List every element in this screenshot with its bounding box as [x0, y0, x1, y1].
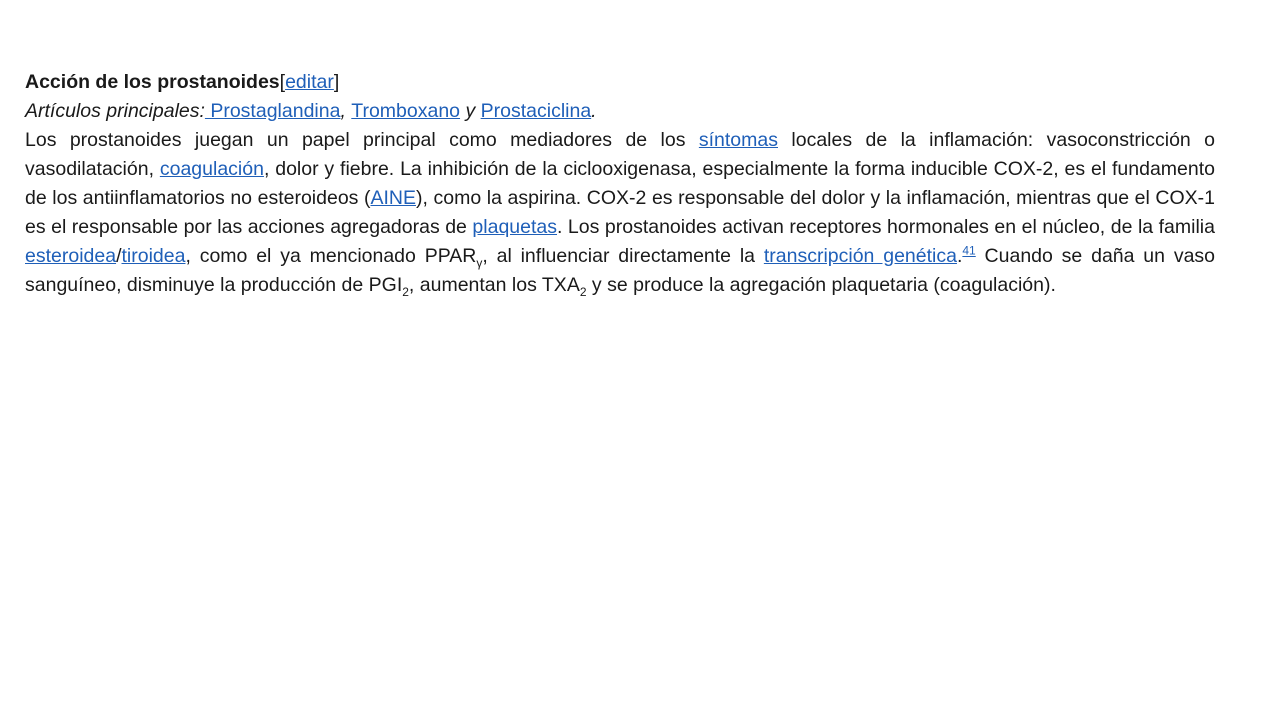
text-run: , como el ya mencionado PPAR: [185, 245, 477, 267]
main-articles-separator: ,: [340, 100, 352, 122]
reference-superscript: [962, 244, 975, 258]
edit-link[interactable]: editar: [285, 71, 334, 93]
text-run: ), como la aspirina. COX-2 es responsable del dolor y la inflamación, mientras que el COX-1 es el responsable por las acciones agregadoras de: [25, 187, 1215, 238]
text-run: Los prostanoides juegan un papel principal como mediadores de los: [25, 129, 699, 151]
subscript-2: 2: [579, 284, 587, 299]
link-prostaglandina[interactable]: Prostaglandina: [204, 100, 341, 122]
edit-bracket-close: ]: [333, 71, 340, 93]
link-transcripcion-genetica[interactable]: transcripción genética: [763, 245, 957, 267]
reference-link-41[interactable]: 41: [962, 243, 976, 258]
text-run: , aumentan los TXA: [408, 274, 580, 296]
link-esteroidea[interactable]: esteroidea: [25, 245, 117, 267]
text-run: locales de la inflamación: vasoconstricción o vasodilatación,: [25, 129, 1216, 180]
slash-separator: /: [116, 245, 122, 267]
subscript-gamma: γ: [476, 255, 483, 270]
main-articles-note: [25, 97, 1215, 126]
text-run: . Los prostanoides activan receptores hormonales en el núcleo, de la familia: [557, 216, 1215, 238]
text-run: , dolor y fiebre. La inhibición de la ciclooxigenasa, especialmente la forma inducible COX-2, es el fundamento de los antiinflamatorios no esteroideos (: [25, 158, 1215, 209]
text-run: y se produce la agregación plaquetaria (coagulación).: [586, 274, 1056, 296]
subscript-2: 2: [402, 284, 409, 299]
text-run: Cuando se daña un vaso sanguíneo, disminuye la producción de PGI: [25, 245, 1216, 296]
article-section: [25, 68, 1215, 300]
link-tiroidea[interactable]: tiroidea: [121, 245, 186, 267]
link-tromboxano[interactable]: Tromboxano: [351, 100, 461, 122]
section-title: Acción de los prostanoides: [25, 71, 280, 93]
link-prostaciclina[interactable]: Prostaciclina: [480, 100, 592, 122]
main-articles-prefix: Artículos principales:: [25, 100, 205, 122]
edit-bracket-open: [: [279, 71, 286, 93]
link-coagulacion[interactable]: coagulación: [159, 158, 264, 180]
main-articles-end: .: [591, 100, 597, 122]
body-paragraph: [25, 126, 1215, 300]
text-run: .: [956, 245, 963, 267]
section-heading: [25, 68, 1215, 97]
link-aine[interactable]: AINE: [370, 187, 416, 209]
link-sintomas[interactable]: síntomas: [698, 129, 778, 151]
text-run: , al influenciar directamente la: [482, 245, 764, 267]
main-articles-conjunction: y: [460, 100, 481, 122]
link-plaquetas[interactable]: plaquetas: [472, 216, 557, 238]
